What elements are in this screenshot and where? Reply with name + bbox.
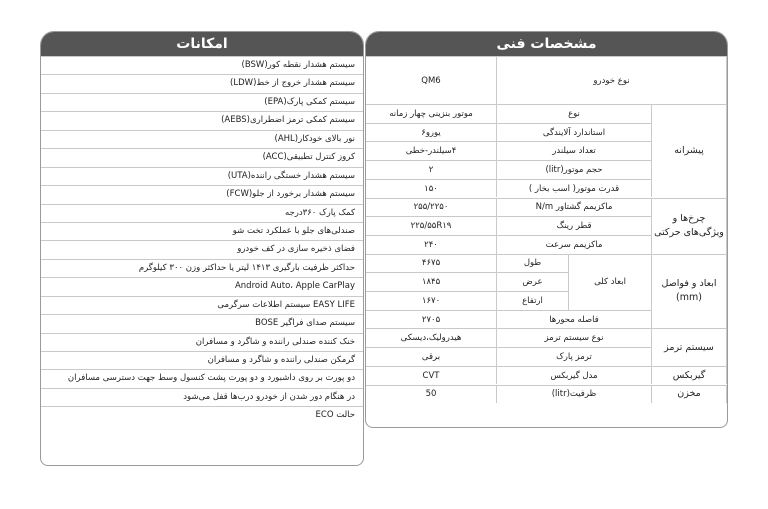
car-type-value: QM6 xyxy=(366,56,497,104)
spec-label: ماکزیمم سرعت xyxy=(497,235,652,254)
feature-item: گرمکن صندلی راننده و شاگرد و مسافران xyxy=(41,351,363,369)
spec-label: قطر رینگ xyxy=(497,216,652,235)
feature-item: صندلی‌های جلو با عملکرد تخت شو xyxy=(41,222,363,240)
feature-item: کروز کنترل تطبیقی(ACC) xyxy=(41,148,363,166)
spec-value: ۲۷۰۵ xyxy=(366,310,497,329)
spec-value: CVT xyxy=(366,366,497,385)
spec-value: برقی xyxy=(366,347,497,366)
dimensions-sub-label: ابعاد کلی xyxy=(569,254,652,310)
spec-label: عرض xyxy=(497,272,569,291)
spec-label: استاندارد آلایندگی xyxy=(497,123,652,142)
spec-label: حجم موتور(litr) xyxy=(497,160,652,179)
category-tank: مخزن xyxy=(652,385,727,404)
spec-label: تعداد سیلندر xyxy=(497,141,652,160)
feature-item: در هنگام دور شدن از خودرو درب‌ها قفل می‌شود xyxy=(41,388,363,406)
spec-label: مدل گیربکس xyxy=(497,366,652,385)
spec-value: ۱۸۴۵ xyxy=(366,272,497,291)
feature-item: سیستم هشدار برخورد از جلو(FCW) xyxy=(41,185,363,203)
feature-item: سیستم هشدار خروج از خط(LDW) xyxy=(41,74,363,92)
feature-item: سیستم کمکی پارک(EPA) xyxy=(41,93,363,111)
feature-item: سیستم هشدار خستگی راننده(UTA) xyxy=(41,167,363,185)
spec-label: طول xyxy=(497,254,569,273)
spec-label: قدرت موتور( اسب بخار ) xyxy=(497,179,652,198)
specs-header: مشخصات فنی xyxy=(366,32,727,56)
features-list xyxy=(41,56,363,425)
spec-label: نوع xyxy=(497,104,652,123)
feature-item: Android Auto، Apple CarPlay xyxy=(41,277,363,295)
spec-value: 50 xyxy=(366,385,497,404)
spec-value: ۲۴۰ xyxy=(366,235,497,254)
category-engine: پیشرانه xyxy=(652,104,727,198)
spec-value: ۴۶۷۵ xyxy=(366,254,497,273)
spec-value: ۱۶۷۰ xyxy=(366,291,497,310)
car-type-label: نوع خودرو xyxy=(497,56,727,104)
feature-item: EASY LIFE سیستم اطلاعات سرگرمی xyxy=(41,296,363,314)
feature-item: سیستم صدای فراگیر BOSE xyxy=(41,314,363,332)
spec-label: ارتفاع xyxy=(497,291,569,310)
category-dimensions: ابعاد و فواصل (mm) xyxy=(652,254,727,329)
feature-item: کمک پارک ۳۶۰درجه xyxy=(41,204,363,222)
spec-value: هیدرولیک،دیسکی xyxy=(366,328,497,347)
features-header: امکانات xyxy=(41,32,363,56)
spec-value: ۲۵۵/۲۲۵۰ xyxy=(366,198,497,217)
feature-item: فضای ذخیره سازی در کف خودرو xyxy=(41,240,363,258)
spec-label: نوع سیستم ترمز xyxy=(497,328,652,347)
feature-item: خنک کننده صندلی راننده و شاگرد و مسافران xyxy=(41,333,363,351)
spec-value: ۲ xyxy=(366,160,497,179)
spec-label: ترمز پارک xyxy=(497,347,652,366)
category-wheels: چرخ‌ها و ویژگی‌های حرکتی xyxy=(652,198,727,254)
spec-value: ۴سیلندر-خطی xyxy=(366,141,497,160)
features-panel xyxy=(40,31,364,466)
feature-item: سیستم هشدار نقطه کور(BSW) xyxy=(41,56,363,74)
spec-value: ۱۵۰ xyxy=(366,179,497,198)
feature-item: حداکثر ظرفیت بارگیری ۱۴۱۳ لیتر یا حداکثر وزن ۳۰۰ کیلوگرم xyxy=(41,259,363,277)
spec-label: ماکزیمم گشتاور N/m xyxy=(497,198,652,217)
spec-label: فاصله محورها xyxy=(497,310,652,329)
feature-item: سیستم کمکی ترمز اضطراری(AEBS) xyxy=(41,111,363,129)
spec-value: موتور بنزینی چهار زمانه xyxy=(366,104,497,123)
spec-value: یورو۶ xyxy=(366,123,497,142)
feature-item: دو پورت بر روی داشبورد و دو پورت پشت کنسول وسط جهت دسترسی مسافران xyxy=(41,369,363,387)
spec-value: ۲۲۵/۵۵R۱۹ xyxy=(366,216,497,235)
specs-panel xyxy=(365,31,728,428)
feature-item: نور بالای خودکار(AHL) xyxy=(41,130,363,148)
feature-item: حالت ECO xyxy=(41,406,363,424)
category-gearbox: گیربکس xyxy=(652,366,727,385)
spec-label: ظرفیت(litr) xyxy=(497,385,652,404)
category-brakes: سیستم ترمز xyxy=(652,328,727,365)
